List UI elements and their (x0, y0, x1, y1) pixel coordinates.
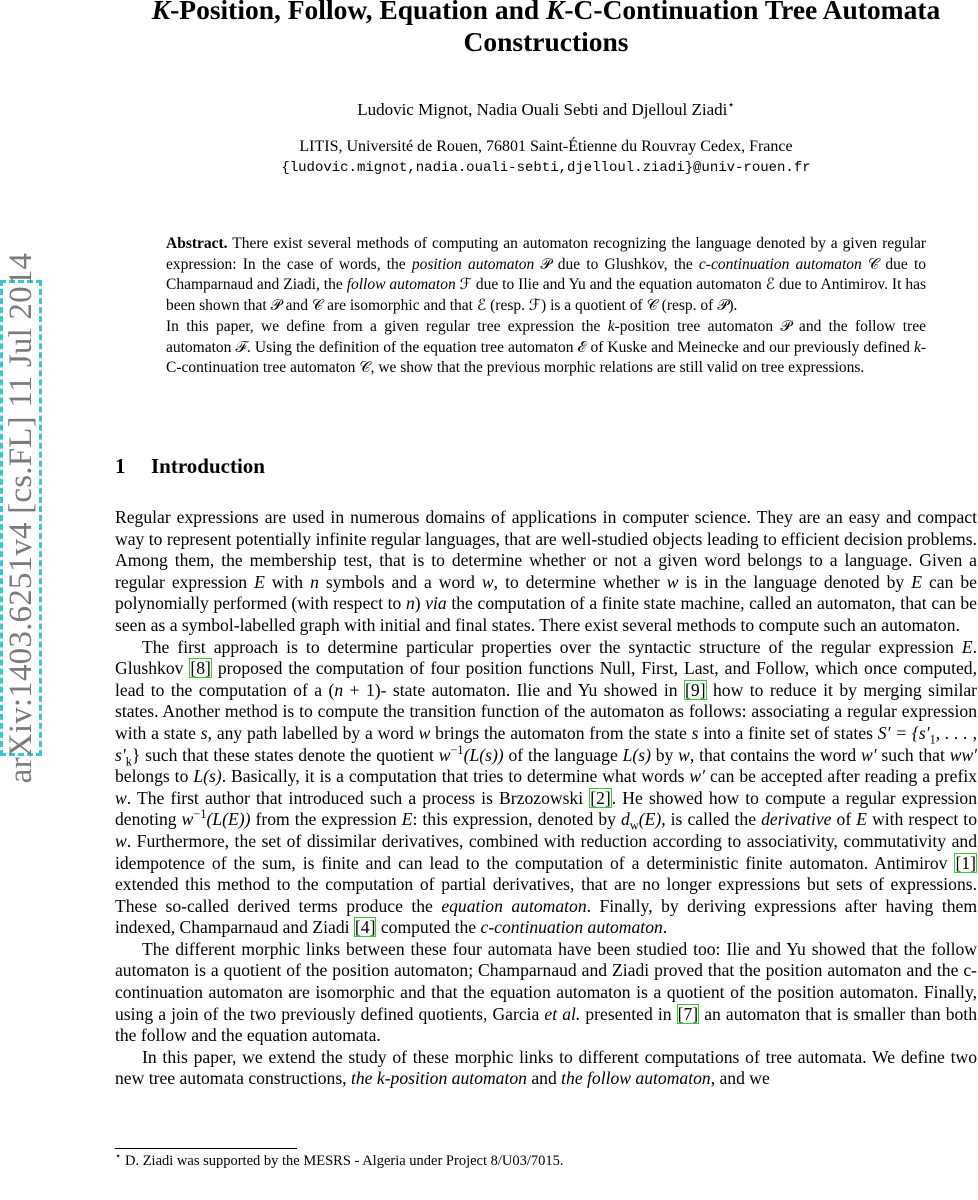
abstract-paragraph-1: Abstract. There exist several methods of computing an automaton recognizing the language denoted by a given regular expression: In the case of words, the position automaton 𝒫 due to Glushkov, the c-continuation automaton 𝒞 due to Champarnaud and Ziadi, the follow automaton ℱ due to Ilie and Yu and the equation automaton ℰ due to Antimirov. It has been shown that 𝒫 and 𝒞 are isomorphic and that ℰ (resp. ℱ) is a quotient of 𝒞 (resp. of 𝒫). (166, 235, 927, 315)
citation-link[interactable]: [9] (685, 679, 706, 700)
citation-link[interactable]: [8] (190, 658, 211, 679)
abstract-paragraph-2: In this paper, we define from a given regular tree expression the k-position tree automaton 𝒫 and the follow tree automaton ℱ. Using the definition of the equation tree automaton ℰ of Kuske and Meinecke and our previously defined k-C-continuation tree automaton 𝒞, we show that the previous morphic relations are still valid on tree expressions. (166, 317, 926, 377)
footnote-rule (115, 1148, 297, 1149)
intro-paragraph-1: Regular expressions are used in numerous domains of applications in computer science. They are an easy and compact way to represent potentially infinite regular languages, that are well-studied objects leading to efficient decision problems. Among them, the membership test, that is to determine whether or not a given word belongs to a language. Given a regular expression E with n symbols and a word w, to determine whether w is in the language denoted by E can be polynomially performed (with respect to n) via the computation of a finite state machine, called an automaton, that can be seen as a symbol-labelled graph with initial and final states. There exist several methods to compute such an automaton. (115, 507, 977, 635)
intro-paragraph-3: The different morphic links between these four automata have been studied too: Ilie and Yu showed that the follow automaton is a quotient of the position automaton; Champarnaud and Ziadi proved that the position automaton and the c-continuation automaton are isomorphic and that the equation automaton is a quotient of the position automaton. Finally, using a join of the two previously defined quotients, Garcia et al. presented in [7] an automaton that is smaller than both the follow and the equation automata. (115, 938, 977, 1046)
author-footnote-mark: ⋆ (727, 97, 735, 112)
arxiv-identifier: arXiv:1403.6251v4 [cs.FL] 11 Jul 2014 (0, 280, 42, 756)
citation-link[interactable]: [7] (677, 1003, 699, 1024)
citation-link[interactable]: [1] (955, 852, 976, 873)
section-title: Introduction (151, 454, 265, 478)
paper-title: K-Position, Follow, Equation and K-C-Continuation Tree Automata Constructions (151, 0, 941, 57)
citation-link[interactable]: [4] (354, 917, 376, 938)
author-list: Ludovic Mignot, Nadia Ouali Sebti and Djelloul Ziadi⋆ (357, 97, 735, 119)
section-heading (115, 454, 265, 479)
intro-paragraph-4: In this paper, we extend the study of these morphic links to different computations of tree automata. We define two new tree automata constructions, the k-position automaton and the follow automaton, and we (115, 1046, 977, 1089)
citation-link[interactable]: [2] (590, 787, 611, 808)
abstract-label: Abstract. (166, 235, 228, 252)
affiliation: LITIS, Université de Rouen, 76801 Saint-Étienne du Rouvray Cedex, France (299, 138, 793, 155)
intro-paragraph-2: The first approach is to determine particular properties over the syntactic structure of the regular expression E. Glushkov [8] proposed the computation of four position functions Null, First, Last, and Follow, which once computed, lead to the computation of a (n + 1)- state automaton. Ilie and Yu showed in [9] how to reduce it by merging similar states. Another method is to compute the transition function of the automaton as follows: associating a regular expression with a state s, any path labelled by a word w brings the automaton from the state s into a finite set of states $S' = \{s'_1$, . . . , $s'_k$} such that these states denote the quotient $w^{-1}(L(s))$ of the language L(s) by w, that contains the word w′ such that ww′ belongs to L(s). Basically, it is a computation that tries to determine what words w′ can be accepted after reading a prefix w. The first author that introduced such a process is Brzozowski [2]. He showed how to compute a regular expression denoting $w^{-1}(L(E))$ from the expression E: this expression, denoted by $d_w(E)$, is called the derivative of E with respect to w. Furthermore, the set of dissimilar derivatives, combined with reduction according to associativity, commutativity and idempotence of the sum, is finite and can lead to the computation of a deterministic finite automaton. Antimirov [1] extended this method to the computation of partial derivatives, that are no longer expressions but sets of expressions. These so-called derived terms produce the equation automaton. Finally, by deriving expressions after having them indexed, Champarnaud and Ziadi [4] computed the c-continuation automaton. (115, 636, 978, 938)
section-number: 1 (115, 454, 126, 478)
introduction-body (115, 507, 977, 1090)
footnote: ⋆ D. Ziadi was supported by the MESRS - Algeria under Project 8/U03/7015. (115, 1151, 564, 1169)
footnote-mark: ⋆ (115, 1151, 122, 1163)
abstract (166, 234, 926, 379)
author-emails: {ludovic.mignot,nadia.ouali-sebti,djelloul.ziadi}@univ-rouen.fr (281, 160, 811, 176)
